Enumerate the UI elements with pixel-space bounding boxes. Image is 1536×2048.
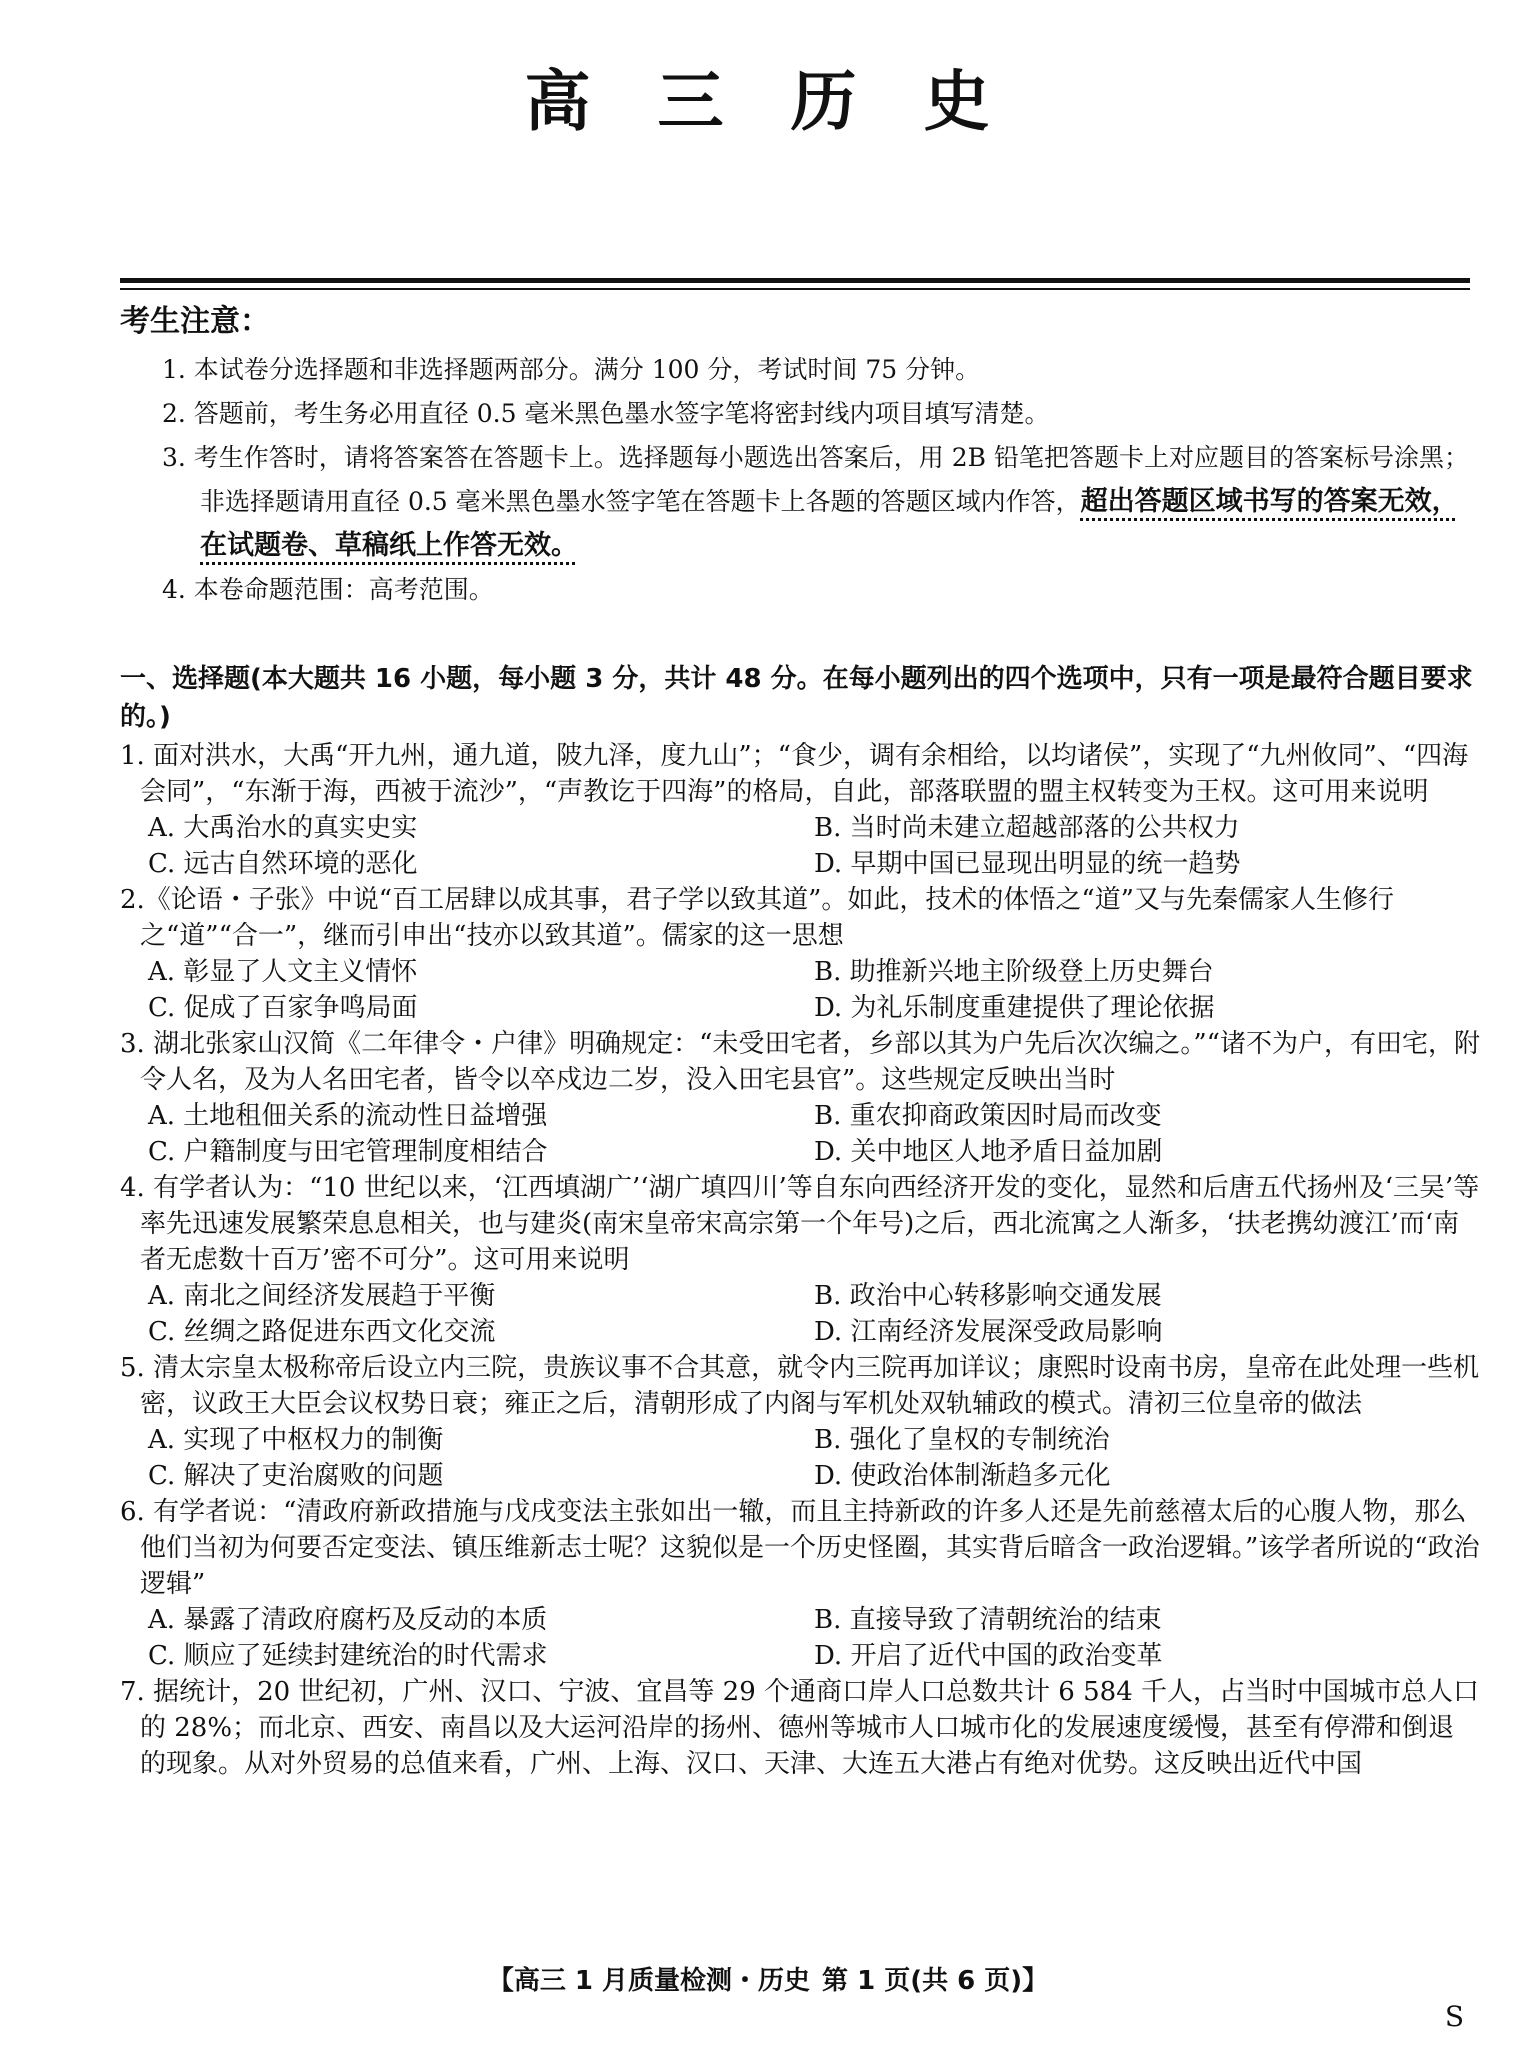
question-stem: 6. 有学者说：“清政府新政措施与戊戌变法主张如出一辙，而且主持新政的许多人还是先前慈禧太后的心腹人物，那么他们当初为何要否定变法、镇压维新志士呢？这貌似是一个历史怪圈，其实背后暗含一政治逻辑。”该学者所说的“政治逻辑” bbox=[120, 1497, 1480, 1599]
footer-exam-name: 【高三 1 月质量检测・历史 bbox=[487, 1966, 811, 1996]
question-options bbox=[120, 1602, 1480, 1674]
option-a: A. 彰显了人文主义情怀 bbox=[148, 957, 418, 987]
option-d: D. 江南经济发展深受政局影响 bbox=[814, 1317, 1163, 1347]
question-stem: 2.《论语・子张》中说“百工居肆以成其事，君子学以致其道”。如此，技术的体悟之“道”又与先秦儒家人生修行之“道”“合一”，继而引申出“技亦以致其道”。儒家的这一思想 bbox=[120, 885, 1394, 951]
question-options bbox=[120, 1098, 1480, 1170]
question-4 bbox=[120, 1170, 1480, 1350]
header-rule-thick bbox=[120, 278, 1470, 283]
question-options bbox=[120, 810, 1480, 882]
option-c: C. 解决了吏治腐败的问题 bbox=[148, 1461, 444, 1491]
option-b: B. 政治中心转移影响交通发展 bbox=[814, 1281, 1162, 1311]
question-options bbox=[120, 1422, 1480, 1494]
option-b: B. 强化了皇权的专制统治 bbox=[814, 1425, 1110, 1455]
option-d: D. 使政治体制渐趋多元化 bbox=[814, 1461, 1111, 1491]
option-c: C. 户籍制度与田宅管理制度相结合 bbox=[148, 1137, 548, 1167]
question-stem: 1. 面对洪水，大禹“开九州，通九道，陂九泽，度九山”；“食少，调有余相给，以均诸侯”，实现了“九州攸同”、“四海会同”，“东渐于海，西被于流沙”，“声教讫于四海”的格局，自此，部落联盟的盟主权转变为王权。这可用来说明 bbox=[120, 741, 1469, 807]
option-b: B. 助推新兴地主阶级登上历史舞台 bbox=[814, 957, 1214, 987]
choice-section bbox=[120, 660, 1480, 1782]
section-heading: 一、选择题(本大题共 16 小题，每小题 3 分，共计 48 分。在每小题列出的四个选项中，只有一项是最符合题目要求的。) bbox=[120, 664, 1473, 732]
question-6 bbox=[120, 1494, 1480, 1674]
option-a: A. 大禹治水的真实史实 bbox=[148, 813, 418, 843]
option-d: D. 开启了近代中国的政治变革 bbox=[814, 1641, 1163, 1671]
header-rule-thin bbox=[120, 288, 1470, 290]
option-d: D. 早期中国已显现出明显的统一趋势 bbox=[814, 849, 1241, 879]
page-title: 高 三 历 史 bbox=[524, 63, 1012, 140]
question-2 bbox=[120, 882, 1480, 1026]
question-1 bbox=[120, 738, 1480, 882]
notice-item-2: 2. 答题前，考生务必用直径 0.5 毫米黑色墨水签字笔将密封线内项目填写清楚。 bbox=[162, 399, 1050, 428]
option-b: B. 重农抑商政策因时局而改变 bbox=[814, 1101, 1162, 1131]
notice-item-3-text: 3. 考生作答时，请将答案答在答题卡上。选择题每小题选出答案后，用 2B 铅笔把答题卡上对应题目的答案标号涂黑；非选择题请用直径 0.5 毫米黑色墨水签字笔在答题卡上各题的答题区域内作答， bbox=[162, 443, 1469, 516]
corner-mark: S bbox=[1444, 2000, 1464, 2033]
question-stem: 5. 清太宗皇太极称帝后设立内三院，贵族议事不合其意，就令内三院再加详议；康熙时设南书房，皇帝在此处理一些机密，议政王大臣会议权势日衰；雍正之后，清朝形成了内阁与军机处双轨辅政的模式。清初三位皇帝的做法 bbox=[120, 1353, 1480, 1419]
option-b: B. 直接导致了清朝统治的结束 bbox=[814, 1605, 1162, 1635]
notice-item-3-emphasis: 超出答题区域书写的答案无效，在试题卷、草稿纸上作答无效。 bbox=[200, 486, 1459, 561]
option-c: C. 远古自然环境的恶化 bbox=[148, 849, 418, 879]
candidate-notice bbox=[120, 296, 1480, 612]
footer-page-number: 第 1 页(共 6 页)】 bbox=[822, 1966, 1049, 1996]
option-a: A. 土地租佃关系的流动性日益增强 bbox=[148, 1101, 548, 1131]
option-a: A. 暴露了清政府腐朽及反动的本质 bbox=[148, 1605, 548, 1635]
notice-heading: 考生注意： bbox=[120, 304, 270, 339]
option-c: C. 丝绸之路促进东西文化交流 bbox=[148, 1317, 496, 1347]
question-stem: 7. 据统计，20 世纪初，广州、汉口、宁波、宜昌等 29 个通商口岸人口总数共计 6 584 千人，占当时中国城市总人口的 28%；而北京、西安、南昌以及大运河沿岸的扬州、德州等城市人口城市化的发展速度缓慢，甚至有停滞和倒退的现象。从对外贸易的总值来看，广州、上海、汉口、天津、大连五大港占有绝对优势。这反映出近代中国 bbox=[120, 1677, 1479, 1779]
notice-item-1: 1. 本试卷分选择题和非选择题两部分。满分 100 分，考试时间 75 分钟。 bbox=[162, 355, 981, 384]
option-c: C. 顺应了延续封建统治的时代需求 bbox=[148, 1641, 548, 1671]
question-7 bbox=[120, 1674, 1480, 1782]
question-options bbox=[120, 1278, 1480, 1350]
question-options bbox=[120, 954, 1480, 1026]
option-a: A. 南北之间经济发展趋于平衡 bbox=[148, 1281, 496, 1311]
option-a: A. 实现了中枢权力的制衡 bbox=[148, 1425, 444, 1455]
question-stem: 3. 湖北张家山汉简《二年律令・户律》明确规定：“未受田宅者，乡部以其为户先后次次编之。”“诸不为户，有田宅，附令人名，及为人名田宅者，皆令以卒戍边二岁，没入田宅县官”。这些规定反映出当时 bbox=[120, 1029, 1480, 1095]
notice-item-3 bbox=[130, 436, 1480, 568]
page-footer bbox=[0, 1960, 1536, 1997]
option-d: D. 为礼乐制度重建提供了理论依据 bbox=[814, 993, 1215, 1023]
question-3 bbox=[120, 1026, 1480, 1170]
option-c: C. 促成了百家争鸣局面 bbox=[148, 993, 418, 1023]
question-stem: 4. 有学者认为：“10 世纪以来，‘江西填湖广’‘湖广填四川’等自东向西经济开发的变化，显然和后唐五代扬州及‘三吴’等率先迅速发展繁荣息息相关，也与建炎(南宋皇帝宋高宗第一个年号)之后，西北流寓之人渐多，‘扶老携幼渡江’而‘南者无虑数十百万’密不可分”。这可用来说明 bbox=[120, 1173, 1480, 1275]
option-d: D. 关中地区人地矛盾日益加剧 bbox=[814, 1137, 1163, 1167]
option-b: B. 当时尚未建立超越部落的公共权力 bbox=[814, 813, 1240, 843]
notice-item-4: 4. 本卷命题范围：高考范围。 bbox=[162, 575, 494, 604]
question-5 bbox=[120, 1350, 1480, 1494]
